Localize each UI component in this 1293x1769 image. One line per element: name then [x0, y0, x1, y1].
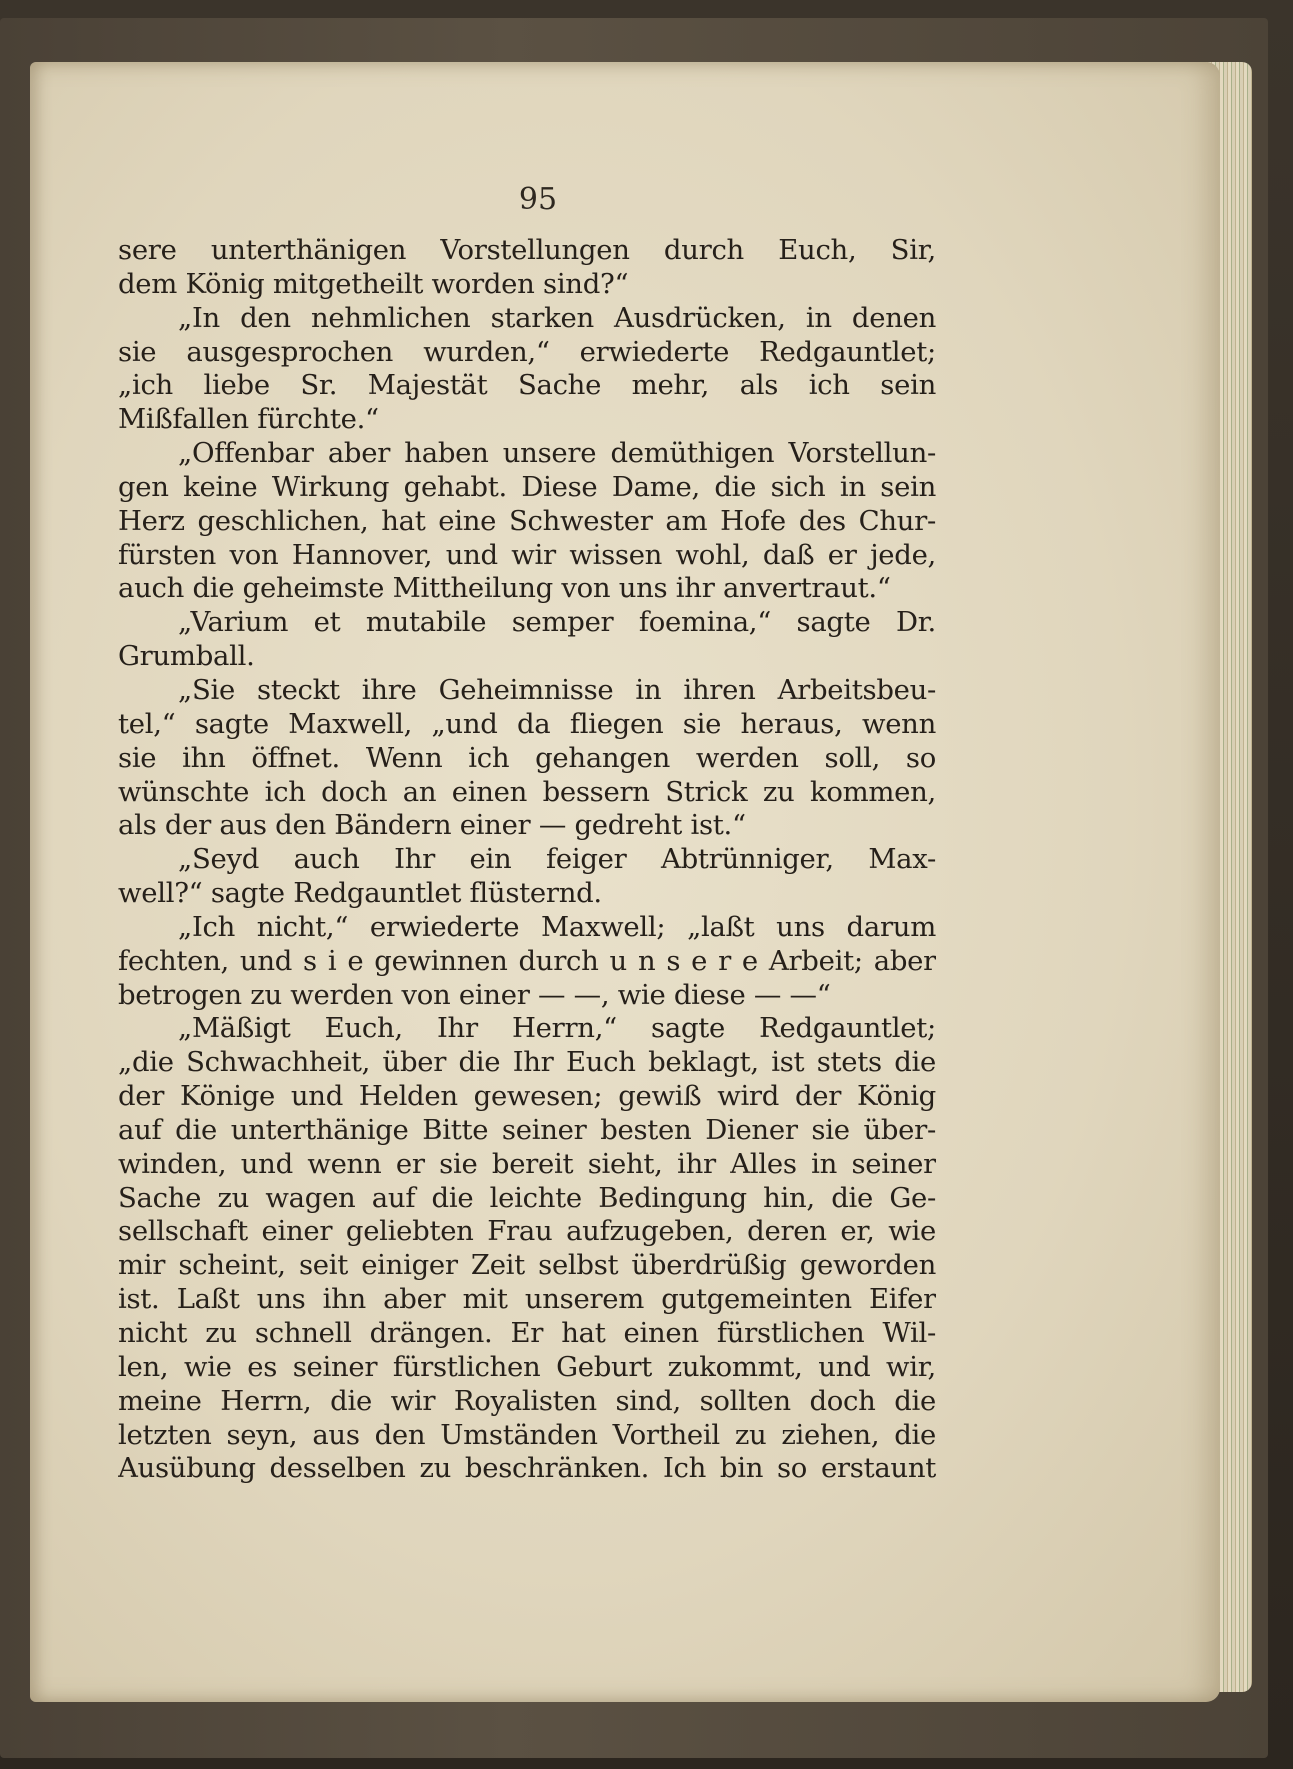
text-line: Herz geschlichen, hat eine Schwester am Hofe des Chur- — [118, 504, 936, 537]
text-line: mir scheint, seit einiger Zeit selbst überdrüßig geworden — [118, 1249, 936, 1282]
text-line: Mißfallen fürchte.“ — [118, 403, 379, 436]
page-number: 95 — [518, 182, 558, 217]
text-line: Ausübung desselben zu beschränken. Ich bin so erstaunt — [118, 1452, 936, 1485]
text-line: meine Herrn, die wir Royalisten sind, sollten doch die — [118, 1384, 936, 1417]
text-line: „Seyd auch Ihr ein feiger Abtrünniger, Max- — [178, 843, 936, 876]
text-line: „die Schwachheit, über die Ihr Euch beklagt, ist stets die — [118, 1046, 936, 1079]
text-line: Sache zu wagen auf die leichte Bedingung hin, die Ge- — [118, 1181, 936, 1214]
text-line: ist. Laßt uns ihn aber mit unserem gutgemeinten Eifer — [118, 1283, 936, 1316]
text-line: „Offenbar aber haben unsere demüthigen Vorstellun- — [178, 437, 936, 470]
text-line: Grumball. — [118, 640, 255, 673]
text-line: auf die unterthänige Bitte seiner besten Diener sie über- — [118, 1113, 936, 1146]
text-line: dem König mitgetheilt worden sind?“ — [118, 267, 629, 300]
text-line: „Sie steckt ihre Geheimnisse in ihren Arbeitsbeu- — [178, 673, 936, 706]
text-line: der Könige und Helden gewesen; gewiß wird der König — [118, 1080, 936, 1113]
text-line: sellschaft einer geliebten Frau aufzugeben, deren er, wie — [118, 1215, 936, 1248]
text-line: tel,“ sagte Maxwell, „und da fliegen sie heraus, wenn — [118, 707, 936, 740]
text-line: gen keine Wirkung gehabt. Diese Dame, die sich in sein — [118, 470, 936, 503]
text-line: fürsten von Hannover, und wir wissen wohl, daß er jede, — [118, 538, 936, 571]
text-line: als der aus den Bändern einer — gedreht ist.“ — [118, 809, 746, 842]
text-line: „In den nehmlichen starken Ausdrücken, in denen — [178, 301, 936, 334]
text-line: „Mäßigt Euch, Ihr Herrn,“ sagte Redgauntlet; — [178, 1012, 936, 1045]
text-line: sere unterthänigen Vorstellungen durch Euch, Sir, — [118, 234, 936, 266]
text-line: nicht zu schnell drängen. Er hat einen fürstlichen Wil- — [118, 1317, 936, 1349]
text-line: letzten seyn, aus den Umständen Vortheil zu ziehen, die — [118, 1418, 936, 1451]
text-line: len, wie es seiner fürstlichen Geburt zukommt, und wir, — [118, 1350, 936, 1383]
body-text — [118, 234, 936, 1486]
text-line: betrogen zu werden von einer — —, wie diese — —“ — [118, 978, 831, 1011]
text-line: „Varium et mutabile semper foemina,“ sagte Dr. — [178, 606, 936, 639]
text-line: auch die geheimste Mittheilung von uns ihr anvertraut.“ — [118, 572, 891, 605]
text-line: sie ausgesprochen wurden,“ erwiederte Redgauntlet; — [118, 335, 936, 368]
text-line: sie ihn öffnet. Wenn ich gehangen werden soll, so — [118, 741, 936, 774]
text-line: fechten, und s i e gewinnen durch u n s e r e Arbeit; aber — [118, 944, 936, 977]
text-line: „Ich nicht,“ erwiederte Maxwell; „laßt uns darum — [178, 910, 936, 943]
text-line: wünschte ich doch an einen bessern Strick zu kommen, — [118, 775, 936, 808]
text-line: well?“ sagte Redgauntlet flüsternd. — [118, 877, 602, 910]
text-line: „ich liebe Sr. Majestät Sache mehr, als ich sein — [118, 369, 936, 402]
text-line: winden, und wenn er sie bereit sieht, ihr Alles in seiner — [118, 1147, 936, 1180]
